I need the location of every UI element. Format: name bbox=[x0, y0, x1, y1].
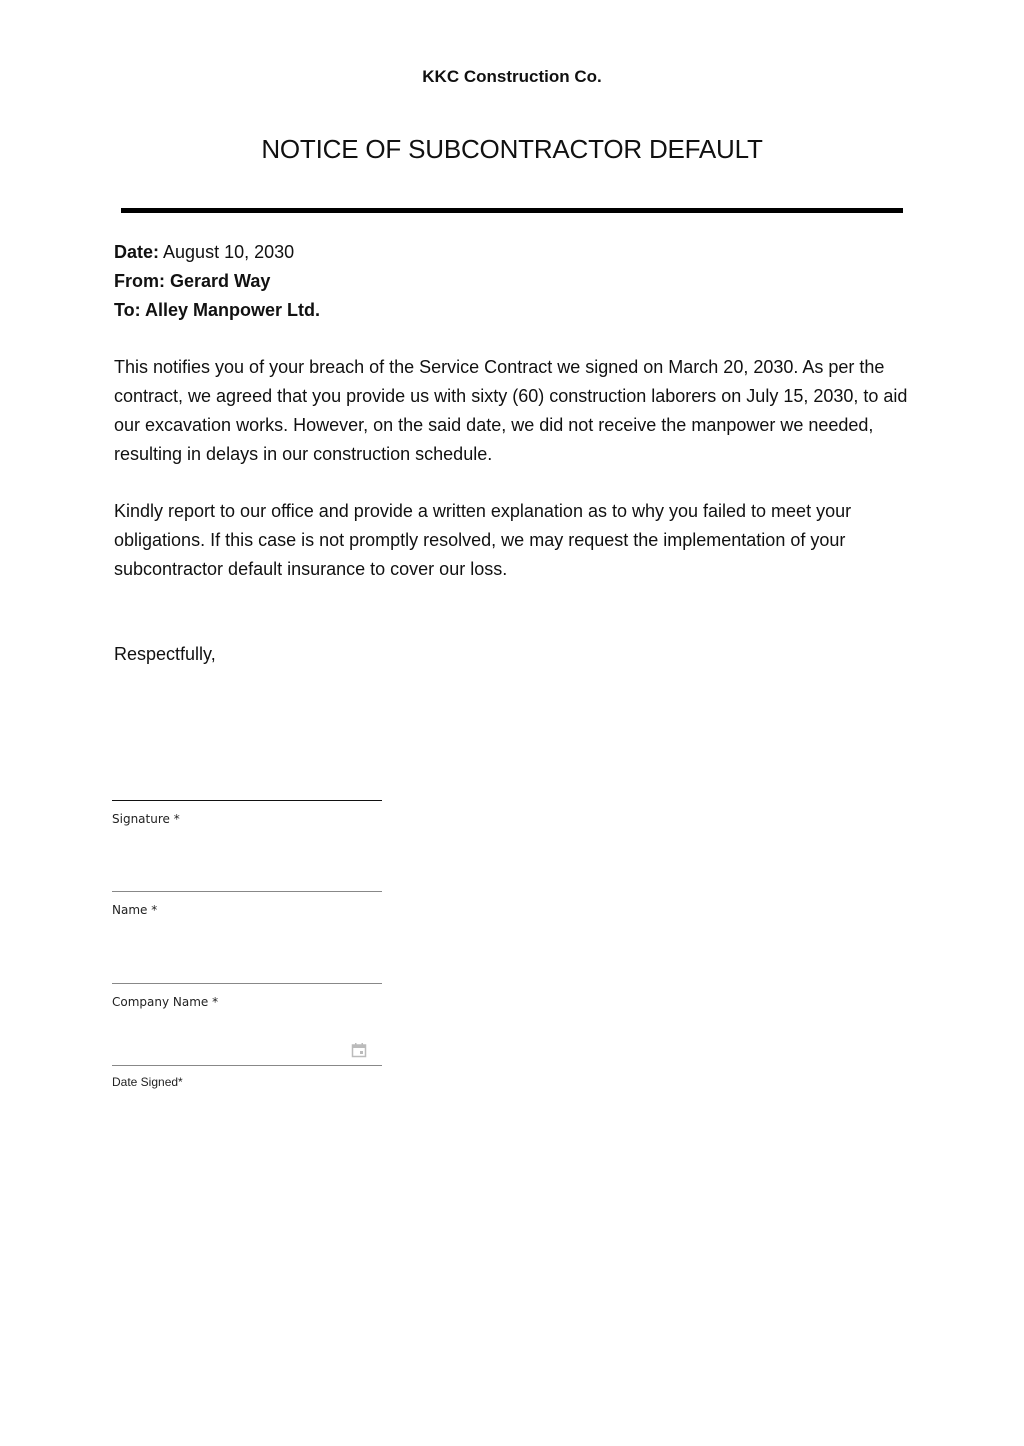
company-name-input[interactable] bbox=[112, 983, 382, 984]
signature-input[interactable] bbox=[112, 800, 382, 801]
from-line: From: Gerard Way bbox=[114, 271, 271, 291]
name-label: Name * bbox=[112, 903, 158, 917]
page-title: NOTICE OF SUBCONTRACTOR DEFAULT bbox=[261, 134, 763, 164]
date-signed-input[interactable] bbox=[112, 1065, 382, 1066]
company-name: KKC Construction Co. bbox=[422, 67, 602, 86]
date-line bbox=[114, 238, 294, 267]
date-value: August 10, 2030 bbox=[163, 242, 295, 262]
name-input[interactable] bbox=[112, 891, 382, 892]
signature-label: Signature * bbox=[112, 812, 180, 826]
calendar-icon[interactable] bbox=[351, 1042, 367, 1058]
date-label: Date: bbox=[114, 242, 160, 262]
to-line: To: Alley Manpower Ltd. bbox=[114, 300, 320, 320]
closing: Respectfully, bbox=[114, 644, 216, 664]
divider bbox=[121, 208, 903, 213]
paragraph-1: This notifies you of your breach of the Service Contract we signed on March 20, 2030. As per the contract, we agreed that you provide us with sixty (60) construction laborers on July 15, 2030, to aid our excavation works. However, on the said date, we did not receive the manpower we needed, resulting in delays in our construction schedule. bbox=[114, 357, 908, 464]
company-name-label: Company Name * bbox=[112, 995, 219, 1009]
date-signed-label: Date Signed* bbox=[112, 1075, 183, 1089]
paragraph-2: Kindly report to our office and provide a written explanation as to why you failed to meet your obligations. If this case is not promptly resolved, we may request the implementation of your subcontractor default insurance to cover our loss. bbox=[114, 501, 852, 579]
